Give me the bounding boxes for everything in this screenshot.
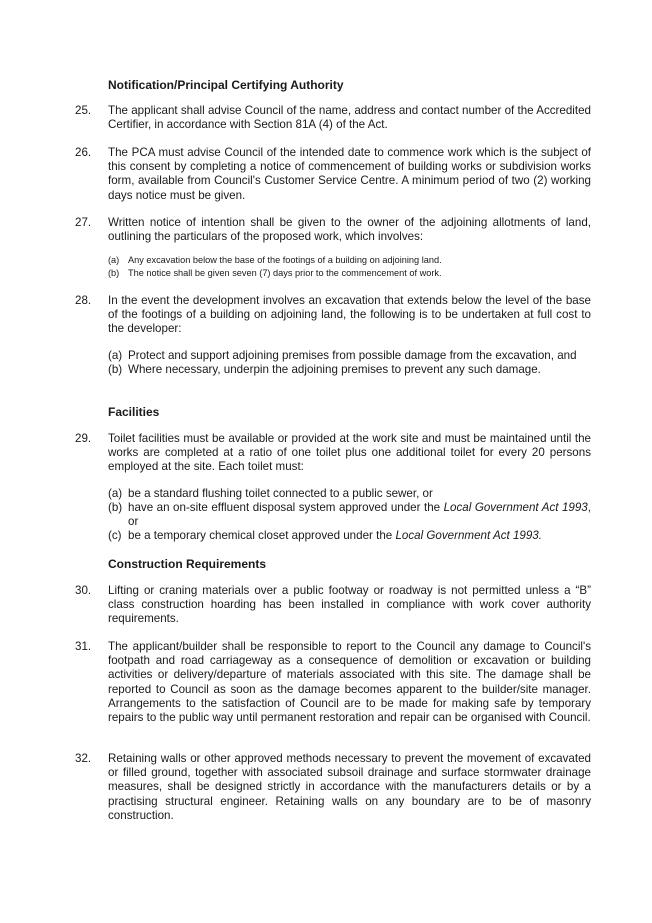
clause-29	[75, 432, 591, 543]
clause-text: The applicant/builder shall be responsible to report to the Council any damage to Council's footpath and road carriageway as a consequence of demolition or excavation or building activities or delivery/departure of materials associated with this site. The damage shall be reported to Council as soon as the damage becomes apparent to the builder/site manager. Arrangements to the satisfaction of Council are to be made for making safe by temporary repairs to the public way until permanent restoration and repair can be organised with Council.	[108, 640, 591, 725]
clause-number: 27.	[75, 216, 92, 229]
clause-28-item-a	[108, 349, 591, 363]
clause-31	[75, 640, 591, 725]
clause-text: Lifting or craning materials over a public footway or roadway is not permitted unless a “B” class construction hoarding has been installed in compliance with work cover authority requirements.	[108, 584, 591, 626]
item-text: Where necessary, underpin the adjoining premises to prevent any such damage.	[128, 362, 541, 376]
clause-28	[75, 294, 591, 377]
clause-number: 26.	[75, 146, 92, 159]
clause-text: Retaining walls or other approved methods necessary to prevent the movement of excavated or filled ground, together with associated subsoil drainage and surface stormwater drainage measures, shall be designed strictly in accordance with the manufacturers details or by a practising structural engineer. Retaining walls on any boundary are to be of masonry construction.	[108, 752, 591, 822]
item-label: (b)	[108, 362, 123, 376]
clause-27	[75, 216, 591, 279]
clause-28-item-b	[108, 363, 591, 377]
item-label: (a)	[108, 486, 123, 500]
clause-number: 30.	[75, 584, 92, 597]
item-text: be a standard flushing toilet connected to a public sewer, or	[128, 486, 433, 500]
item-text: The notice shall be given seven (7) days prior to the commencement of work.	[128, 267, 442, 278]
clause-26	[75, 146, 591, 203]
item-label: (b)	[108, 500, 123, 514]
clause-text: In the event the development involves an excavation that extends below the level of the base of the footings of a building on adjoining land, the following is to be undertaken at full cost to the developer:	[108, 294, 591, 336]
clause-29-item-a	[108, 487, 591, 501]
section-heading-construction: Construction Requirements	[108, 557, 267, 571]
clause-text: The applicant shall advise Council of the name, address and contact number of the Accredited Certifier, in accordance with Section 81A (4) of the Act.	[108, 104, 591, 132]
clause-27-item-b	[108, 267, 591, 280]
clause-30	[75, 584, 591, 627]
section-heading-notification: Notification/Principal Certifying Authority	[108, 78, 344, 92]
clause-number: 31.	[75, 640, 92, 653]
item-label: (a)	[108, 348, 123, 362]
clause-27-item-a	[108, 254, 591, 267]
clause-text: The PCA must advise Council of the intended date to commence work which is the subject of this consent by completing a notice of commencement of building works or subdivision works form, available from Council's Customer Service Centre. A minimum period of two (2) working days notice must be given.	[108, 146, 591, 202]
clause-number: 28.	[75, 294, 92, 307]
item-text: Any excavation below the base of the footings of a building on adjoining land.	[128, 255, 442, 266]
clause-text: Written notice of intention shall be given to the owner of the adjoining allotments of land, outlining the particulars of the proposed work, which involves:	[108, 216, 591, 244]
clause-text: Toilet facilities must be available or provided at the work site and must be maintained until the works are completed at a ratio of one toilet plus one additional toilet for every 20 persons employed at the site. Each toilet must:	[108, 432, 591, 474]
section-heading-facilities: Facilities	[108, 405, 160, 419]
clause-number: 29.	[75, 432, 92, 445]
clause-number: 32.	[75, 752, 92, 765]
item-label: (a)	[108, 255, 120, 266]
clause-25	[75, 104, 591, 132]
item-text: Protect and support adjoining premises from possible damage from the excavation, and	[128, 348, 577, 362]
item-text: have an on-site effluent disposal system approved under the Local Government Act 1993, or	[128, 500, 591, 529]
clause-29-item-b	[108, 501, 591, 529]
item-text: be a temporary chemical closet approved under the Local Government Act 1993.	[128, 529, 542, 543]
clause-29-item-c	[108, 529, 591, 543]
item-label: (c)	[108, 529, 122, 543]
clause-number: 25.	[75, 104, 92, 117]
item-label: (b)	[108, 267, 120, 278]
clause-32	[75, 752, 591, 823]
